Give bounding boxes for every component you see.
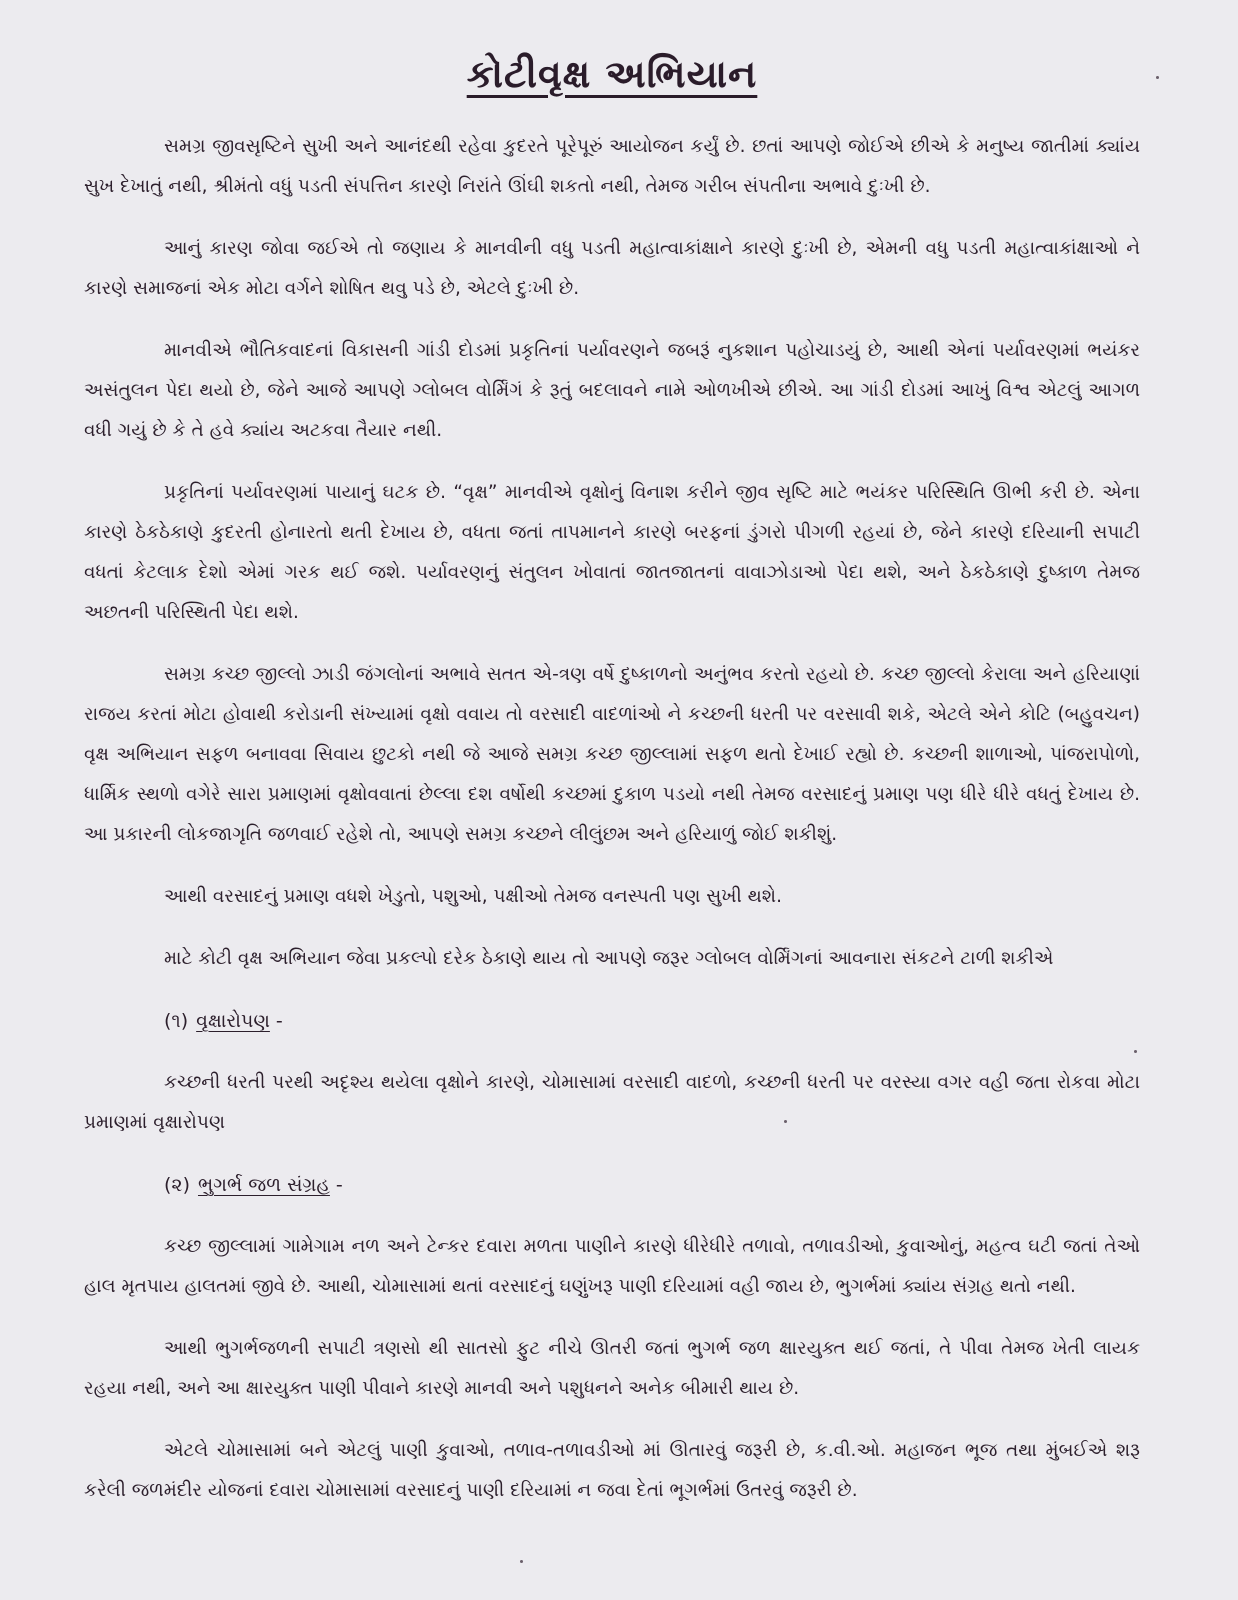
section-heading-text: વૃક્ષારોપણ bbox=[196, 1010, 270, 1032]
scan-speck bbox=[1156, 76, 1159, 79]
paragraph-intro: સમગ્ર જીવસૃષ્ટિને સુખી અને આનંદથી રહેવા કુદરતે પૂરેપૂરું આયોજન કર્યું છે. છતાં આપણે જોઈએ છીએ કે મનુષ્ય જાતીમાં ક્યાંય સુખ દેખાતું નથી, શ્રીમંતો વધું પડતી સંપત્તિન કારણે નિરાંતે ઊંઘી શકતો નથી, તેમજ ગરીબ સંપતીના અભાવે દુઃખી છે. bbox=[84, 136, 1140, 197]
document-title: કોટીવૃક્ષ અભિયાન bbox=[466, 52, 758, 96]
scan-speck bbox=[784, 1120, 787, 1123]
paragraph-rain-benefit: આથી વરસાદનું પ્રમાણ વધશે ખેડુતો, પશુઓ, પક્ષીઓ તેમજ વનસ્પતી પણ સુખી થશે. bbox=[164, 886, 782, 907]
paragraph-kutch: સમગ્ર કચ્છ જીલ્લો ઝાડી જંગલોનાં અભાવે સતત એ-ત્રણ વર્ષે દુષ્કાળનો અનુંભવ કરતો રહયો છે. કચ્છ જીલ્લો કેરાલા અને હરિયાણાં રાજય કરતાં મોટા હોવાથી કરોડાની સંખ્યામાં વૃક્ષો વવાય તો વરસાદી વાદળાંઓ ને કચ્છની ધરતી પર વરસાવી શકે, એટલે એને કોટિ (બહુવચન) વૃક્ષ અભિયાન સફળ બનાવવા સિવાય છુટકો નથી જે આજે સમગ્ર કચ્છ જીલ્લામાં સફળ થતો દેખાઈ રહ્યો છે. કચ્છની શાળાઓ, પાંજરાપોળો, ધાર્મિક સ્થળો વગેરે સારા પ્રમાણમાં વૃક્ષોવવાતાં છેલ્લા દશ વર્ષોથી કચ્છમાં દુકાળ પડયો નથી તેમજ વરસાદનું પ્રમાણ પણ ધીરે ધીરે વધતું દેખાય છે. આ પ્રકારની લોકજાગૃતિ જળવાઈ રહેશે તો, આપણે સમગ્ર કચ્છને લીલુંછમ અને હરિયાળું જોઈ શકીશું. bbox=[84, 664, 1140, 845]
paragraph-conclusion: માટે કોટી વૃક્ષ અભિયાન જેવા પ્રકલ્પો દરેક ઠેકાણે થાય તો આપણે જરૂર ગ્લોબલ વોર્મિંગનાં આવનારા સંકટને ટાળી શકીએ bbox=[164, 948, 1054, 969]
paragraph-trees: પ્રકૃતિનાં પર્યાવરણમાં પાયાનું ઘટક છે. “વૃક્ષ” માનવીએ વૃક્ષોનું વિનાશ કરીને જીવ સૃષ્ટિ માટે ભયંકર પરિસ્થિતિ ઊભી કરી છે. એના કારણે ઠેકઠેકાણે કુદરતી હોનારતો થતી દેખાય છે, વધતા જતાં તાપમાનને કારણે બરફનાં ડુંગરો પીગળી રહયાં છે, જેને કારણે દરિયાની સપાટી વધતાં કેટલાક દેશો એમાં ગરક થઈ જશે. પર્યાવરણનું સંતુલન ખોવાતાં જાતજાતનાં વાવાઝોડાઓ પેદા થશે, અને ઠેકઠેકાણે દુષ્કાળ તેમજ અછતની પરિસ્થિતી પેદા થશે. bbox=[84, 482, 1140, 623]
paragraph-reason: આનું કારણ જોવા જઈએ તો જણાય કે માનવીની વધુ પડતી મહાત્વાકાંક્ષાને કારણે દુઃખી છે, એમની વધુ પડતી મહાત્વાકાંક્ષાઓ ને કારણે સમાજનાં એક મોટા વર્ગને શોષિત થવુ પડે છે, એટલે દુઃખી છે. bbox=[84, 238, 1140, 299]
section-heading-dash: - bbox=[335, 1174, 343, 1196]
section-heading-text: ભુગર્ભ જળ સંગ્રહ bbox=[197, 1174, 330, 1196]
paragraph-groundwater-1: કચ્છ જીલ્લામાં ગામેગામ નળ અને ટેન્કર દવારા મળતા પાણીને કારણે ધીરેધીરે તળાવો, તળાવડીઓ, કુવાઓનું, મહત્વ ઘટી જતાં તેઓ હાલ મૃતપાય હાલતમાં જીવે છે. આથી, ચોમાસામાં થતાં વરસાદનું ઘણુંખરૂ પાણી દરિયામાં વહી જાય છે, ભુગર્ભમાં ક્યાંય સંગ્રહ થતો નથી. bbox=[84, 1236, 1140, 1297]
section-heading-plantation bbox=[84, 1001, 1140, 1041]
paragraph-groundwater-2: આથી ભુગર્ભજળની સપાટી ત્રણસો થી સાતસો ફુટ નીચે ઊતરી જતાં ભુગર્ભ જળ ક્ષારયુક્ત થઈ જતાં, તે પીવા તેમજ ખેતી લાયક રહયા નથી, અને આ ક્ષારયુક્ત પાણી પીવાને કારણે માનવી અને પશુધનને અનેક બીમારી થાય છે. bbox=[84, 1338, 1140, 1399]
section-number: (૨) bbox=[164, 1174, 190, 1196]
paragraph-plantation: કચ્છની ધરતી પરથી અદૃશ્ય થયેલા વૃક્ષોને કારણે, ચોમાસામાં વરસાદી વાદળો, કચ્છની ધરતી પર વરસ્યા વગર વહી જતા રોકવા મોટા પ્રમાણમાં વૃક્ષારોપણ bbox=[84, 1072, 1140, 1133]
paragraph-groundwater-3: એટલે ચોમાસામાં બને એટલું પાણી કુવાઓ, તળાવ-તળાવડીઓ માં ઊતારવું જરૂરી છે, ક.વી.ઓ. મહાજન ભૂજ તથા મુંબઈએ શરૂ કરેલી જળમંદીર યોજનાં દવારા ચોમાસામાં વરસાદનું પાણી દરિયામાં ન જવા દેતાં ભૂગર્ભમાં ઉતરવું જરૂરી છે. bbox=[84, 1440, 1140, 1501]
section-heading-dash: - bbox=[275, 1010, 283, 1032]
section-number: (૧) bbox=[164, 1010, 189, 1032]
section-heading-groundwater bbox=[84, 1165, 1140, 1205]
scan-speck bbox=[520, 1560, 523, 1563]
scan-speck bbox=[1134, 1050, 1137, 1053]
paragraph-environment: માનવીએ ભૌતિકવાદનાં વિકાસની ગાંડી દોડમાં પ્રકૃતિનાં પર્યાવરણને જબરૂં નુકશાન પહોચાડયું છે, આથી એનાં પર્યાવરણમાં ભયંકર અસંતુલન પેદા થયો છે, જેને આજે આપણે ગ્લોબલ વોર્મિંગં કે રૂતું બદલાવને નામે ઓળખીએ છીએ. આ ગાંડી દોડમાં આખું વિશ્વ એટલું આગળ વધી ગયું છે કે તે હવે ક્યાંય અટકવા તૈયાર નથી. bbox=[84, 340, 1140, 441]
